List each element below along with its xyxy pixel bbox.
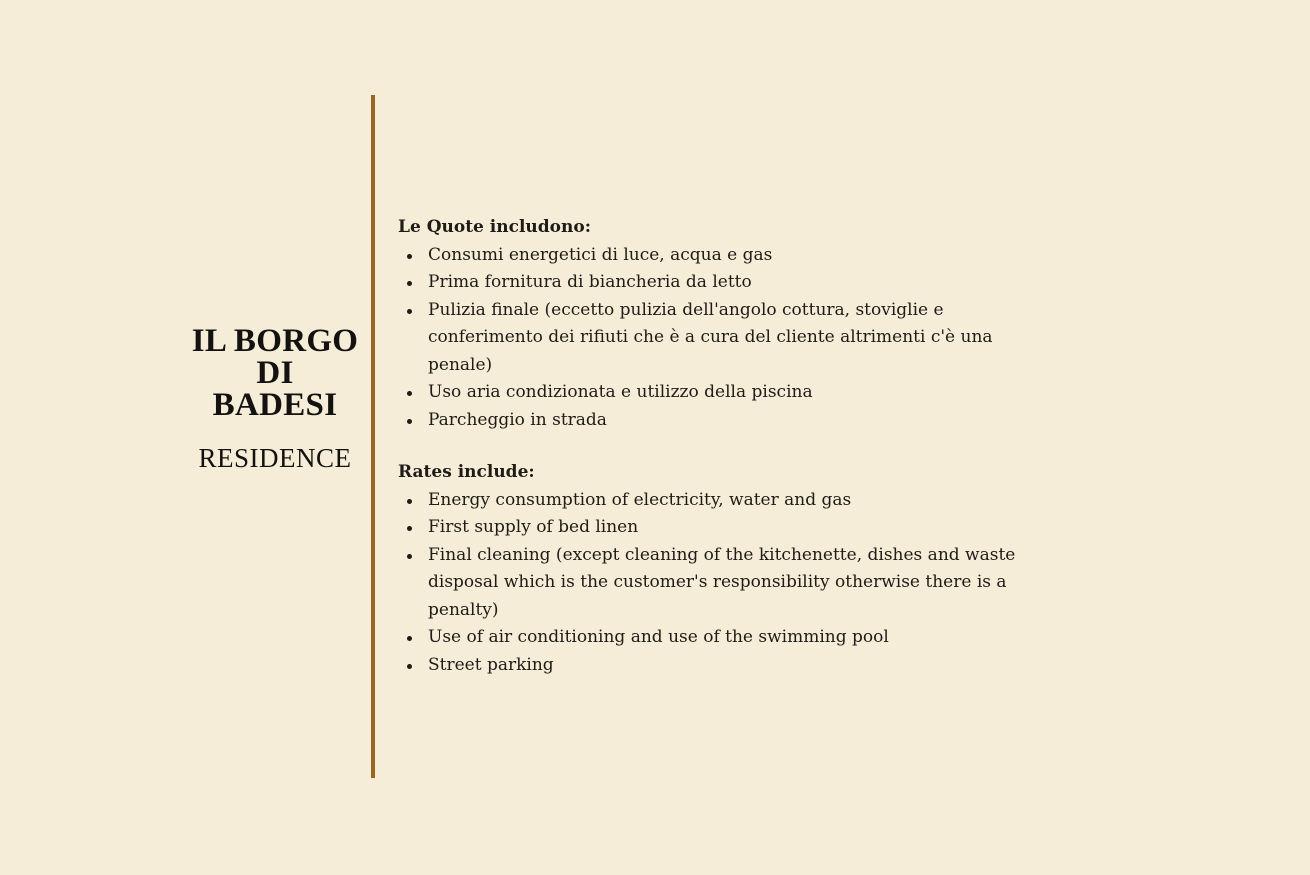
italian-section <box>398 214 1038 434</box>
brand-title-line: DI <box>256 355 294 391</box>
inclusions-list <box>398 242 1038 435</box>
brand-block <box>180 325 370 474</box>
list-item: Pulizia finale (eccetto pulizia dell'angolo cottura, stoviglie e conferimento dei rifiuti che è a cura del cliente altrimenti c'è una penale) <box>398 297 1038 380</box>
list-item: Parcheggio in strada <box>398 407 1038 435</box>
brand-title-line: BADESI <box>212 387 338 423</box>
brand-title <box>180 325 370 421</box>
brand-subtitle: RESIDENCE <box>198 443 352 473</box>
rates-content <box>398 214 1038 679</box>
list-item: Final cleaning (except cleaning of the kitchenette, dishes and waste disposal which is the customer's responsibility otherwise there is a penalty) <box>398 542 1038 625</box>
list-item: Street parking <box>398 652 1038 680</box>
list-item: Use of air conditioning and use of the swimming pool <box>398 624 1038 652</box>
section-heading: Le Quote includono: <box>398 217 591 237</box>
inclusions-list <box>398 487 1038 680</box>
list-item: Uso aria condizionata e utilizzo della piscina <box>398 379 1038 407</box>
list-item: Consumi energetici di luce, acqua e gas <box>398 242 1038 270</box>
list-item: Prima fornitura di biancheria da letto <box>398 269 1038 297</box>
list-item: Energy consumption of electricity, water and gas <box>398 487 1038 515</box>
vertical-divider <box>371 95 375 778</box>
english-section <box>398 459 1038 679</box>
list-item: First supply of bed linen <box>398 514 1038 542</box>
section-heading: Rates include: <box>398 462 535 482</box>
brand-title-line: IL BORGO <box>191 323 359 359</box>
